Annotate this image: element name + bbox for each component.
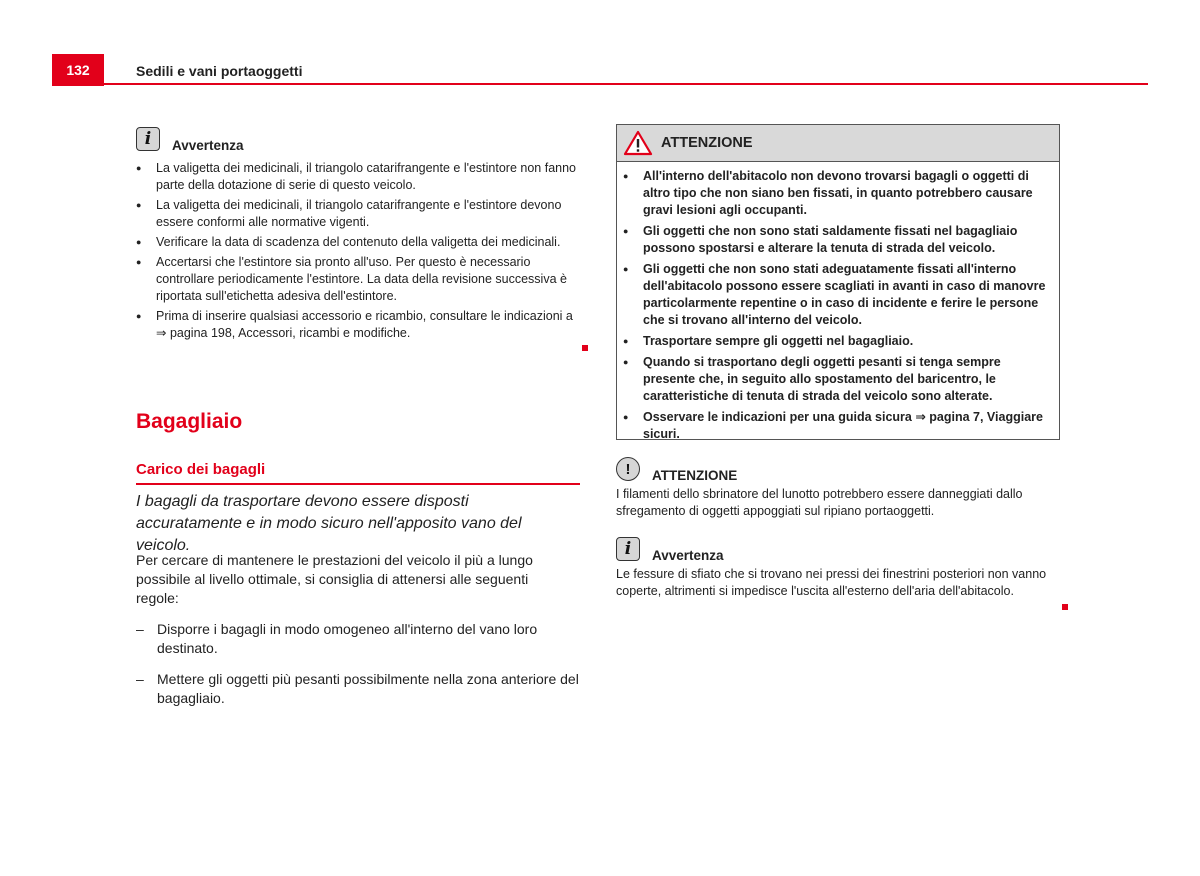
page-number: 132 (52, 54, 104, 86)
section-title: Bagagliaio (136, 410, 243, 433)
caution-head (616, 454, 1060, 484)
list-item: ● Quando si trasportano degli oggetti pesanti si tenga sempre presente che, in seguito allo spostamento del baricentro, le caratteristiche di tenuta di strada del veicolo sono alterate. (623, 355, 1001, 403)
note2 (616, 534, 1060, 600)
list-item: – Disporre i bagagli in modo omogeneo all'interno del vano loro destinato. (136, 621, 538, 656)
list-item: ● All'interno dell'abitacolo non devono trovarsi bagagli o oggetti di altro tipo che non siano ben fissati, in quanto potrebbero causare gravi lesioni agli occupanti. (623, 169, 1033, 217)
note1-head (136, 124, 580, 154)
list-item: ● Prima di inserire qualsiasi accessorio e ricambio, consultare le indicazioni a ⇒ pagina 198, Accessori, ricambi e modifiche. (136, 309, 573, 340)
end-of-section-mark (582, 345, 588, 351)
list-item: ● La valigetta dei medicinali, il triangolo catarifrangente e l'estintore non fanno parte della dotazione di serie di questo veicolo. (136, 161, 577, 192)
page-header (52, 54, 1148, 86)
caution-title: ATTENZIONE (652, 467, 738, 483)
list-item: ● Verificare la data di scadenza del contenuto della valigetta dei medicinali. (136, 235, 561, 249)
note2-title: Avvertenza (652, 547, 724, 563)
note2-text: Le fessure di sfiato che si trovano nei pressi dei finestrini posteriori non vanno coperte, altrimenti si impedisce l'uscita all'esterno dell'aria dell'abitacolo. (616, 567, 1047, 598)
body-paragraph: Per cercare di mantenere le prestazioni del veicolo il più a lungo possibile al livello ottimale, si consiglia di attenersi alle seguenti regole: (136, 552, 533, 606)
info-i-icon: i (616, 537, 640, 561)
lead-paragraph: I bagagli da trasportare devono essere disposti accuratamente e in modo sicuro nell'apposito vano del veicolo. (136, 493, 522, 554)
left-column (136, 124, 580, 706)
list-item: ● Accertarsi che l'estintore sia pronto all'uso. Per questo è necessario controllare periodicamente l'estintore. La data della revisione successiva è riportata sull'etichetta adesiva dell'estintore. (136, 255, 567, 303)
note1-list (136, 160, 580, 342)
list-item: – Mettere gli oggetti più pesanti possibilmente nella zona anteriore del bagagliaio. (136, 671, 579, 706)
warning-box-title: ATTENZIONE (661, 135, 753, 151)
rules-list (136, 620, 580, 720)
caution-note (616, 454, 1060, 520)
list-item: ● Trasportare sempre gli oggetti nel bagagliaio. (623, 334, 914, 348)
list-item: ● Osservare le indicazioni per una guida sicura ⇒ pagina 7, Viaggiare sicuri. (623, 410, 1043, 441)
warning-triangle-icon (623, 130, 653, 156)
list-item: ● La valigetta dei medicinali, il triangolo catarifrangente e l'estintore devono essere conformi alle normative vigenti. (136, 198, 562, 229)
caution-text: I filamenti dello sbrinatore del lunotto potrebbero essere danneggiati dallo sfregamento di oggetti appoggiati sul ripiano portaoggetti. (616, 487, 1023, 518)
list-item: ● Gli oggetti che non sono stati adeguatamente fissati all'interno dell'abitacolo possono essere scagliati in avanti in caso di manovre particolarmente repentine o in caso di incidente e ferire le persone che si trovano all'interno del veicolo. (623, 262, 1046, 327)
warning-box (616, 124, 1060, 440)
subsection-title: Carico dei bagagli (136, 461, 580, 485)
chapter-title: Sedili e vani portaoggetti (136, 63, 303, 79)
warning-list (617, 168, 1059, 443)
list-item: ● Gli oggetti che non sono stati saldamente fissati nel bagagliaio possono spostarsi e alterare la tenuta di strada del veicolo. (623, 224, 1018, 255)
note2-head (616, 534, 1060, 564)
end-of-section-mark (1062, 604, 1068, 610)
info-i-icon: i (136, 127, 160, 151)
warning-box-header (617, 125, 1059, 162)
header-rule (104, 83, 1148, 85)
note1-title: Avvertenza (172, 137, 244, 153)
exclamation-circle-icon: ! (616, 457, 640, 481)
